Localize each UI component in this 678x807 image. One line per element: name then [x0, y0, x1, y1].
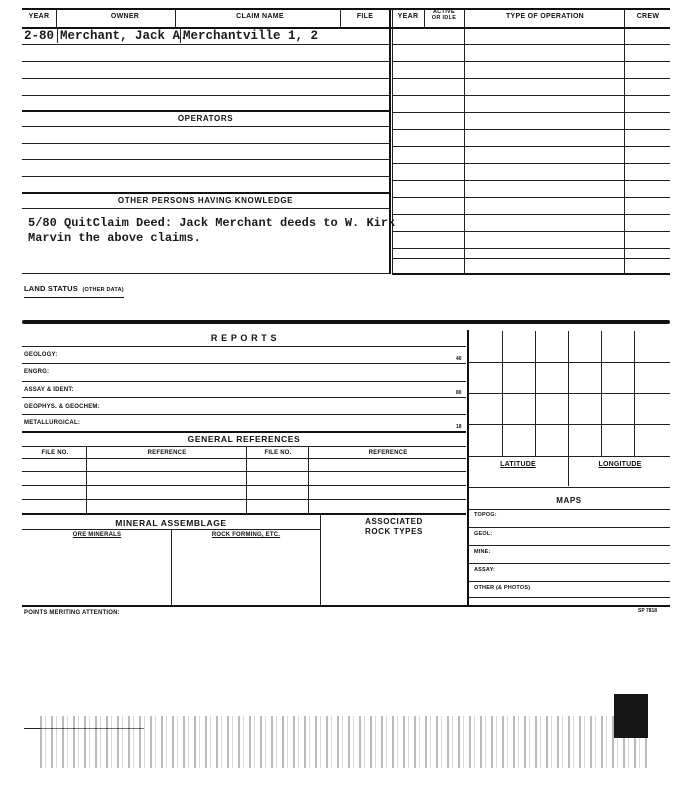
land-status-sub: (OTHER DATA) — [82, 287, 124, 293]
ref-header-reference-1: REFERENCE — [147, 450, 187, 456]
grid-line — [568, 331, 569, 486]
right-row-rule — [392, 248, 670, 249]
maps-heading: MAPS — [556, 496, 582, 505]
row-rule — [22, 381, 466, 382]
row-rule — [22, 446, 466, 447]
row-rule — [22, 499, 466, 500]
latitude-label: LATITUDE — [500, 461, 536, 468]
longitude-label: LONGITUDE — [598, 461, 642, 468]
land-status-main: LAND STATUS — [24, 284, 79, 293]
other-persons-heading: OTHER PERSONS HAVING KNOWLEDGE — [117, 196, 294, 205]
divider — [340, 9, 341, 27]
active-line-1: ACTIVE — [433, 9, 455, 15]
row-rule — [22, 414, 466, 415]
row-rule — [22, 431, 466, 433]
entry-claim: Merchantville 1, 2 — [183, 29, 319, 43]
divider — [464, 9, 465, 274]
ref-header-file-no-2: FILE NO. — [264, 450, 292, 456]
row-rule — [468, 527, 670, 528]
row-rule — [468, 509, 670, 510]
col-header-year-2: YEAR — [397, 13, 419, 20]
row-rule — [22, 458, 466, 459]
maps-topog: TOPOG: — [474, 512, 497, 518]
row-rule — [22, 78, 389, 79]
report-engrg: ENGRG: — [24, 369, 50, 375]
row-rule — [468, 545, 670, 546]
row-rule — [22, 159, 389, 160]
row-rule — [22, 126, 389, 127]
grid-line — [468, 424, 670, 425]
col-header-claim-name: CLAIM NAME — [236, 13, 284, 20]
row-rule — [22, 363, 466, 364]
right-row-rule — [392, 146, 670, 147]
right-row-rule — [392, 112, 670, 113]
right-row-rule — [392, 258, 670, 259]
divider — [392, 9, 393, 274]
col-header-crew: CREW — [636, 13, 660, 20]
maps-geol: GEOL: — [474, 531, 493, 537]
report-metallurgical: METALLURGICAL: — [24, 420, 81, 426]
report-num-metallurgical: 18 — [456, 424, 462, 430]
row-rule — [468, 581, 670, 582]
divider — [624, 9, 625, 274]
row-rule — [22, 513, 466, 515]
top-rule — [22, 8, 670, 10]
right-row-rule — [392, 197, 670, 198]
operators-heading: OPERATORS — [177, 114, 234, 123]
right-row-rule — [392, 180, 670, 181]
entry-owner: Merchant, Jack A. — [60, 29, 188, 43]
associated-line-1: ASSOCIATED — [365, 517, 423, 526]
right-row-rule — [392, 95, 670, 96]
row-rule — [468, 563, 670, 564]
grid-line — [468, 393, 670, 394]
rock-forming-label: ROCK FORMING, ETC. — [211, 532, 281, 538]
scan-black-block — [614, 694, 648, 738]
row-rule — [22, 397, 466, 398]
points-meriting-attention: POINTS MERITING ATTENTION: — [24, 610, 120, 616]
right-row-rule — [392, 214, 670, 215]
maps-other: OTHER (& PHOTOS) — [474, 585, 531, 591]
row-rule — [22, 346, 466, 347]
row-rule — [22, 471, 466, 472]
row-rule — [22, 485, 466, 486]
right-row-rule — [392, 61, 670, 62]
report-num-geology: 40 — [456, 356, 462, 362]
other-persons-line-2: Marvin the above claims. — [28, 231, 201, 245]
row-rule — [468, 597, 670, 598]
grid-line — [468, 456, 670, 457]
row-rule — [468, 487, 670, 488]
divider — [308, 447, 309, 513]
entry-divider — [180, 29, 181, 43]
right-row-rule — [392, 129, 670, 130]
row-rule — [22, 192, 389, 194]
report-geophys: GEOPHYS. & GEOCHEM: — [24, 404, 100, 410]
other-persons-line-1: 5/80 QuitClaim Deed: Jack Merchant deeds to W. Kirk — [28, 216, 396, 230]
row-rule — [22, 44, 389, 45]
divider — [320, 514, 321, 605]
row-rule — [22, 110, 389, 112]
col-header-active — [424, 9, 464, 21]
right-bottom-rule — [392, 273, 670, 275]
row-rule — [22, 176, 389, 177]
row-rule — [22, 61, 389, 62]
general-references-heading: GENERAL REFERENCES — [187, 434, 301, 444]
col-header-owner: OWNER — [110, 13, 140, 20]
ref-header-file-no-1: FILE NO. — [41, 450, 69, 456]
maps-mine: MINE: — [474, 549, 491, 555]
divider — [246, 447, 247, 513]
active-line-2: OR IDLE — [431, 15, 457, 21]
scan-noise — [40, 716, 650, 768]
ref-header-reference-2: REFERENCE — [368, 450, 408, 456]
divider — [424, 9, 425, 27]
ore-minerals-label: ORE MINERALS — [72, 532, 122, 538]
row-rule — [22, 273, 389, 274]
right-row-rule — [392, 44, 670, 45]
entry-divider — [57, 29, 58, 43]
bottom-rule — [22, 605, 670, 607]
row-rule — [22, 208, 389, 209]
maps-assay: ASSAY: — [474, 567, 496, 573]
mineral-assemblage-heading: MINERAL ASSEMBLAGE — [115, 518, 227, 528]
associated-rock-types — [322, 517, 466, 537]
grid-line — [468, 362, 670, 363]
right-row-rule — [392, 163, 670, 164]
right-row-rule — [392, 78, 670, 79]
right-row-rule — [392, 231, 670, 232]
report-assay: ASSAY & IDENT: — [24, 387, 74, 393]
col-header-year: YEAR — [28, 13, 50, 20]
col-header-file: FILE — [356, 13, 374, 20]
associated-line-2: ROCK TYPES — [364, 527, 423, 536]
col-header-type-of-operation: TYPE OF OPERATION — [505, 13, 585, 20]
land-status-label — [24, 278, 124, 298]
report-geology: GEOLOGY: — [24, 352, 58, 358]
report-num-assay: 80 — [456, 390, 462, 396]
row-rule — [22, 143, 389, 144]
section-rule-thick — [22, 320, 670, 324]
divider — [175, 9, 176, 27]
divider — [86, 447, 87, 513]
reports-heading: R E P O R T S — [210, 333, 278, 343]
divider — [389, 9, 391, 274]
entry-year: 2-80 — [24, 29, 55, 43]
divider — [56, 9, 57, 27]
divider — [171, 530, 172, 605]
row-rule — [22, 95, 389, 96]
form-number: SP 7818 — [638, 608, 658, 614]
